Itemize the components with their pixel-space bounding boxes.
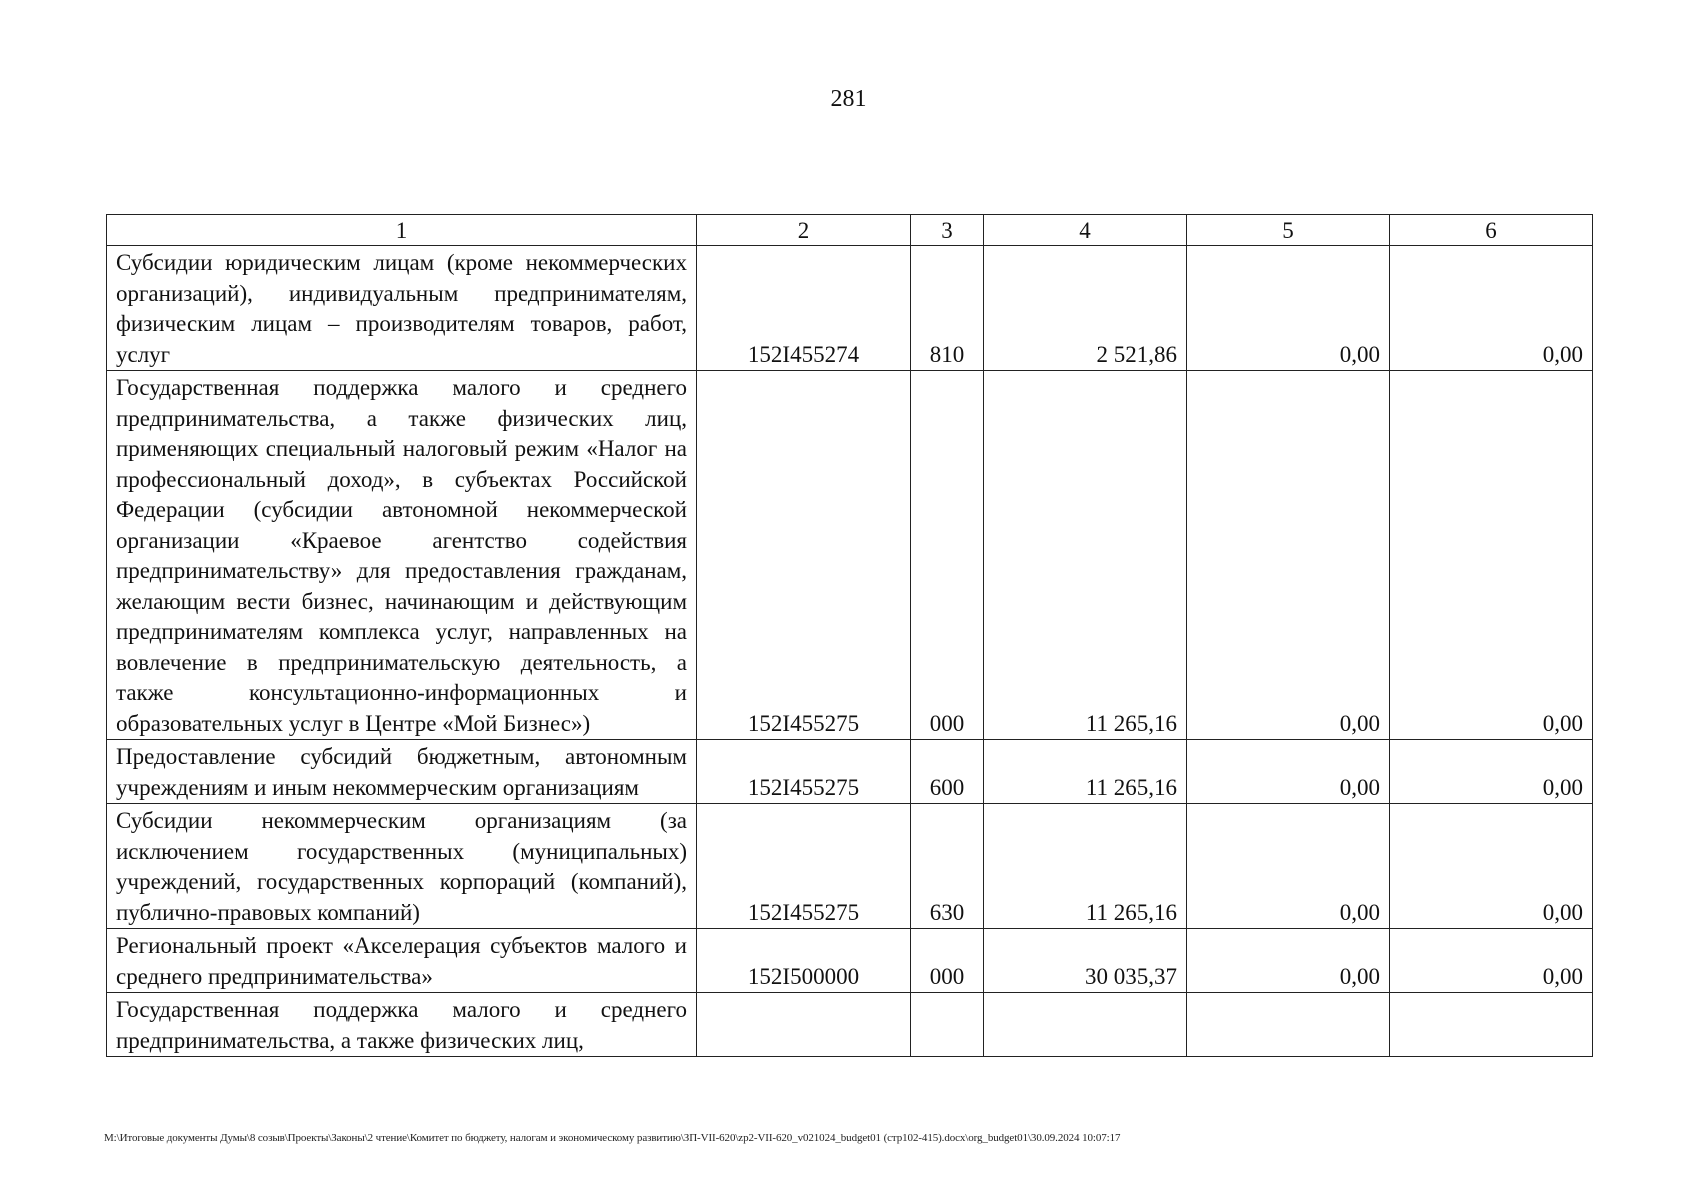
row-expense-type: 000 [911, 929, 984, 993]
header-col-4: 4 [984, 215, 1187, 246]
header-col-1: 1 [107, 215, 697, 246]
row-amount-2 [1187, 993, 1390, 1057]
row-expense-type: 810 [911, 246, 984, 371]
table-row [107, 993, 1593, 1057]
table-row [107, 740, 1593, 804]
row-amount-1: 11 265,16 [984, 740, 1187, 804]
header-col-5: 5 [1187, 215, 1390, 246]
row-amount-1 [984, 993, 1187, 1057]
row-amount-2: 0,00 [1187, 804, 1390, 929]
header-col-2: 2 [697, 215, 911, 246]
row-description: Субсидии некоммерческим организациям (за исключением государственных (муниципальных) учреждений, государственных корпораций (компаний), публично-правовых компаний) [107, 804, 697, 929]
row-amount-3 [1390, 993, 1593, 1057]
row-description: Государственная поддержка малого и среднего предпринимательства, а также физических лиц, применяющих специальный налоговый режим «Налог на профессиональный доход», в субъектах Российской Федерации (субсидии автономной некоммерческой организации «Краевое агентство содействия предпринимательству» для предоставления гражданам, желающим вести бизнес, начинающим и действующим предпринимателям комплекса услуг, направленных на вовлечение в предпринимательскую деятельность, а также консультационно-информационных и образовательных услуг в Центре «Мой Бизнес») [107, 371, 697, 740]
row-amount-2: 0,00 [1187, 740, 1390, 804]
row-amount-2: 0,00 [1187, 246, 1390, 371]
row-amount-3: 0,00 [1390, 371, 1593, 740]
row-code: 152I455275 [697, 740, 911, 804]
header-row [107, 215, 1593, 246]
row-expense-type: 630 [911, 804, 984, 929]
row-amount-1: 30 035,37 [984, 929, 1187, 993]
document-path-footer: M:\Итоговые документы Думы\8 созыв\Проекты\Законы\2 чтение\Комитет по бюджету, налогам и экономическому развитию\ЗП-VII-620\zp2-VII-620_v021024_budget01 (стр102-415).docx\org_budget01\30.09.2024 10:07:17 [104, 1132, 1121, 1144]
row-code [697, 993, 911, 1057]
row-amount-3: 0,00 [1390, 804, 1593, 929]
row-description: Региональный проект «Акселерация субъектов малого и среднего предпринимательства» [107, 929, 697, 993]
header-col-3: 3 [911, 215, 984, 246]
row-amount-2: 0,00 [1187, 929, 1390, 993]
row-description: Предоставление субсидий бюджетным, автономным учреждениям и иным некоммерческим организациям [107, 740, 697, 804]
header-col-6: 6 [1390, 215, 1593, 246]
table-row [107, 371, 1593, 740]
row-description: Субсидии юридическим лицам (кроме некоммерческих организаций), индивидуальным предпринимателям, физическим лицам – производителям товаров, работ, услуг [107, 246, 697, 371]
table-row [107, 246, 1593, 371]
budget-table [106, 214, 1593, 1057]
row-code: 152I455275 [697, 804, 911, 929]
row-expense-type: 000 [911, 371, 984, 740]
row-amount-3: 0,00 [1390, 246, 1593, 371]
table-row [107, 929, 1593, 993]
row-amount-2: 0,00 [1187, 371, 1390, 740]
row-amount-3: 0,00 [1390, 740, 1593, 804]
row-amount-3: 0,00 [1390, 929, 1593, 993]
page-number: 281 [830, 86, 867, 112]
row-expense-type [911, 993, 984, 1057]
row-amount-1: 11 265,16 [984, 804, 1187, 929]
row-amount-1: 2 521,86 [984, 246, 1187, 371]
row-description: Государственная поддержка малого и среднего предпринимательства, а также физических лиц, [107, 993, 697, 1057]
row-amount-1: 11 265,16 [984, 371, 1187, 740]
row-code: 152I500000 [697, 929, 911, 993]
row-code: 152I455275 [697, 371, 911, 740]
row-expense-type: 600 [911, 740, 984, 804]
row-code: 152I455274 [697, 246, 911, 371]
table-row [107, 804, 1593, 929]
